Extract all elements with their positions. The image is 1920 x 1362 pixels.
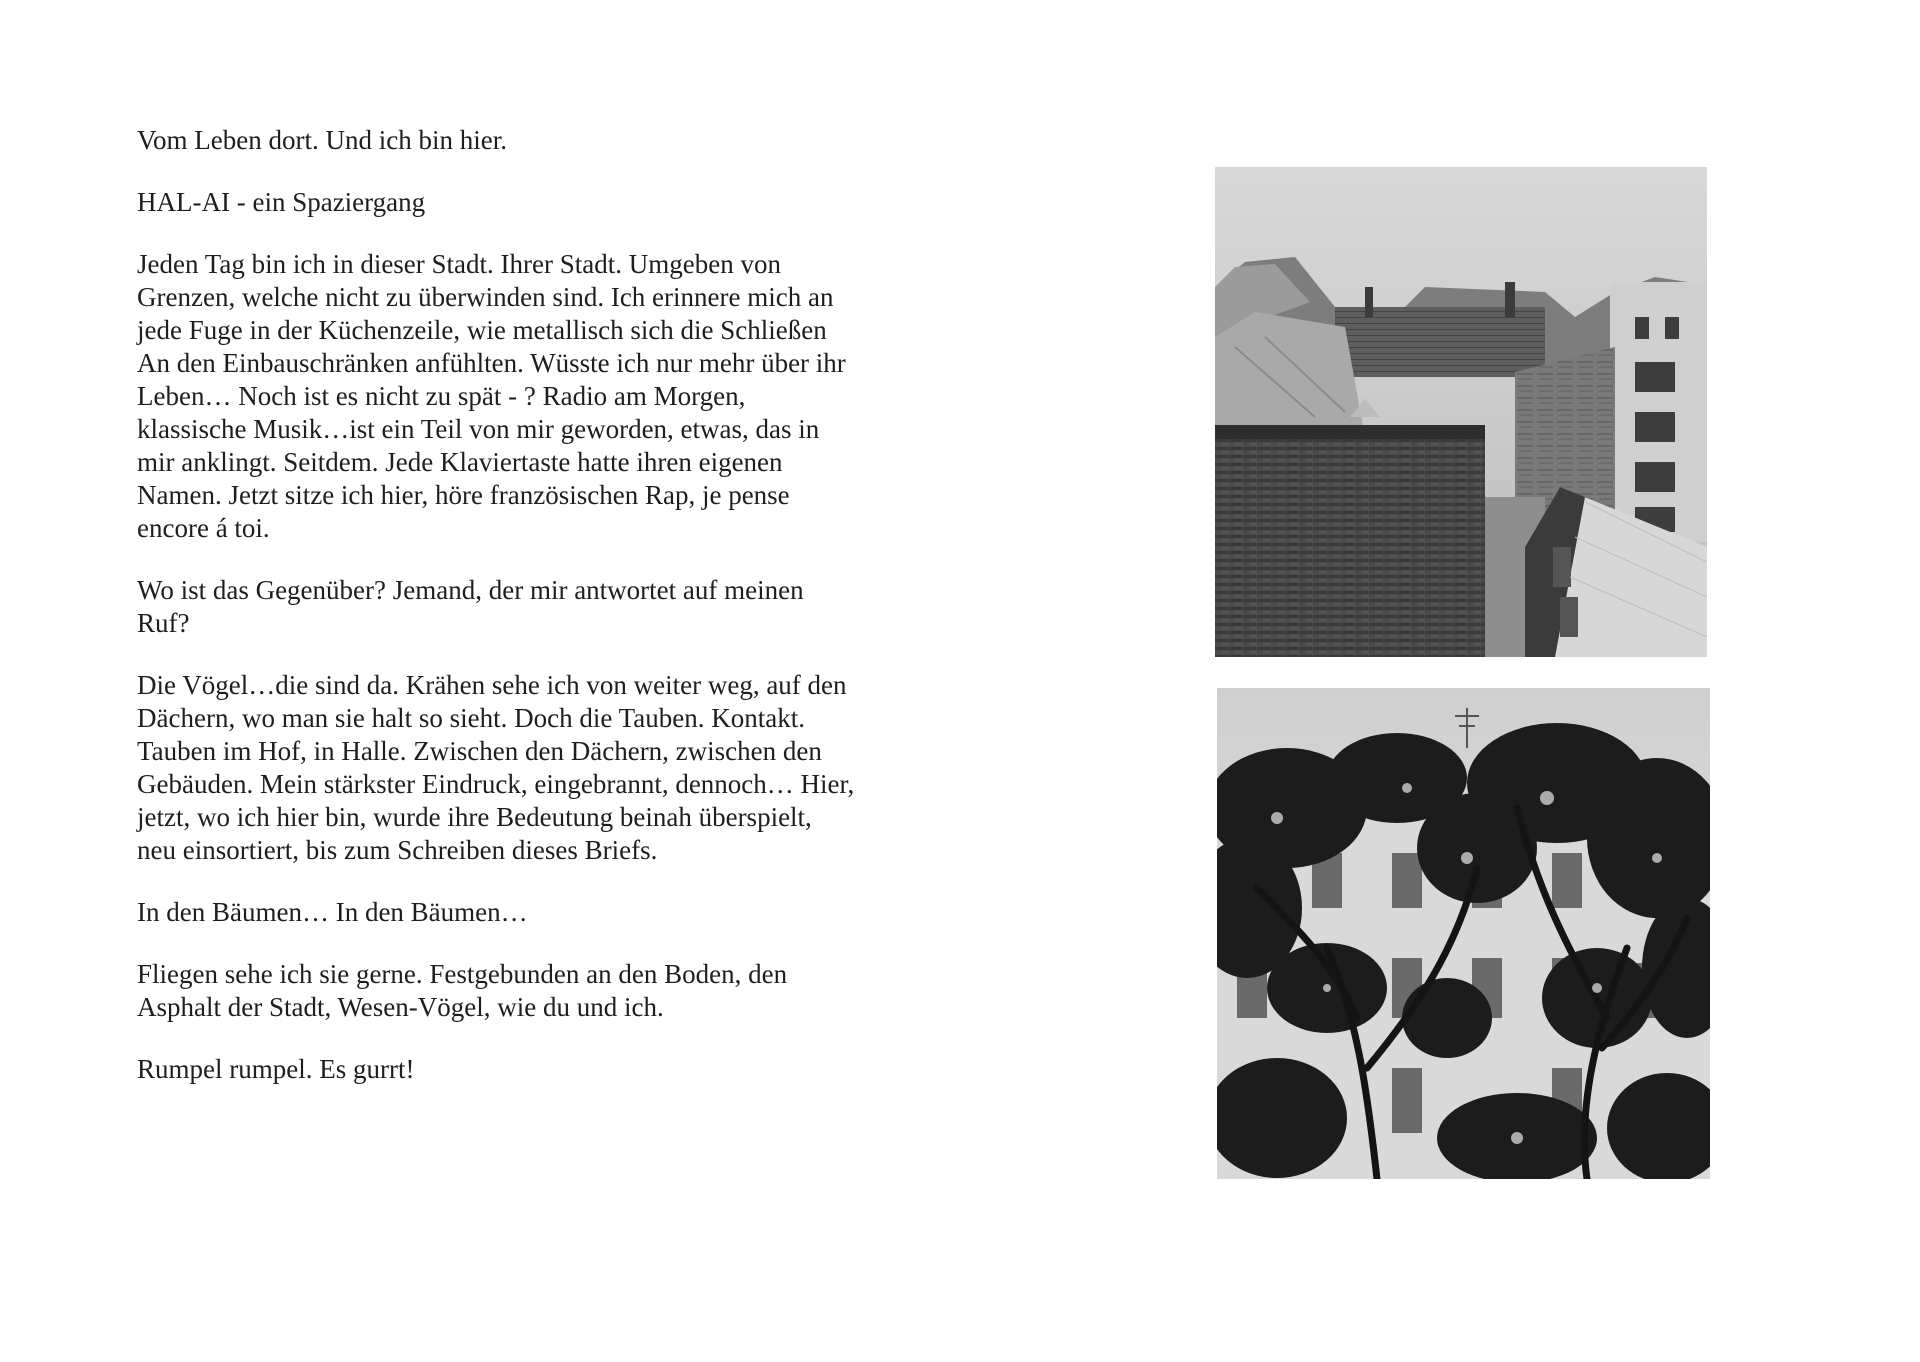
paragraph-flying: Fliegen sehe ich sie gerne. Festgebunden an den Boden, den Asphalt der Stadt, Wesen-Vögel, wie du und ich. xyxy=(137,959,788,1022)
paragraph-city: Jeden Tag bin ich in dieser Stadt. Ihrer Stadt. Umgeben von Grenzen, welche nicht zu überwinden sind. Ich erinnere mich an jede Fuge in der Küchenzeile, wie metallisch sich die Schließen An den Einbauschränken anfühlten. Wüsste ich nur mehr über ihr Leben… Noch ist es nicht zu spät - ? Radio am Morgen, klassische Musik…ist ein Teil von mir geworden, etwas, das in mir anklingt. Seitdem. Jede Klaviertaste hatte ihren eigenen Namen. Jetzt sitze ich hier, höre französischen Rap, je pense encore á toi. xyxy=(137,249,846,543)
paragraph-closing: Rumpel rumpel. Es gurrt! xyxy=(137,1054,415,1084)
paragraph-trees: In den Bäumen… In den Bäumen… xyxy=(137,897,528,927)
paragraph-opening: Vom Leben dort. Und ich bin hier. xyxy=(137,125,507,155)
rooftops-photo xyxy=(1215,167,1707,657)
body-text xyxy=(137,124,857,1115)
paragraph-title: HAL-AI - ein Spaziergang xyxy=(137,187,426,217)
trees-photo xyxy=(1217,688,1710,1179)
paragraph-birds: Die Vögel…die sind da. Krähen sehe ich von weiter weg, auf den Dächern, wo man sie halt so sieht. Doch die Tauben. Kontakt. Tauben im Hof, in Halle. Zwischen den Dächern, zwischen den Gebäuden. Mein stärkster Eindruck, eingebrannt, dennoch… Hier, jetzt, wo ich hier bin, wurde ihre Bedeutung beinah überspielt, neu einsortiert, bis zum Schreiben dieses Briefs. xyxy=(137,670,855,865)
paragraph-counterpart: Wo ist das Gegenüber? Jemand, der mir antwortet auf meinen Ruf? xyxy=(137,575,804,638)
